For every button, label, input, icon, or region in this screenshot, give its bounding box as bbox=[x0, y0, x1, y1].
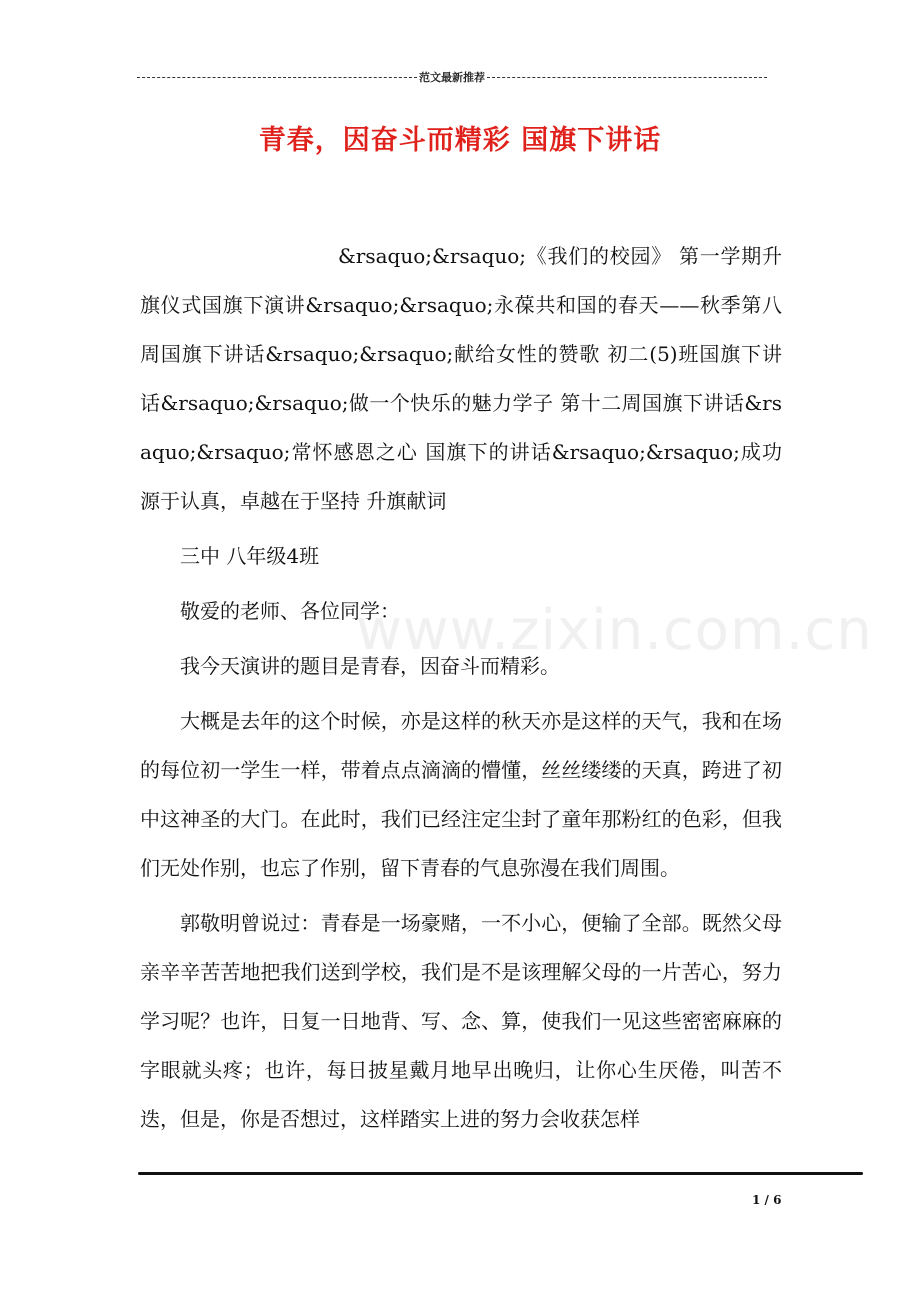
page-header bbox=[137, 68, 767, 86]
header-dash-left bbox=[137, 77, 417, 78]
document-title: 青春，因奋斗而精彩 国旗下讲话 bbox=[258, 125, 662, 156]
header-dash-right bbox=[487, 77, 767, 78]
page-number: 1 / 6 bbox=[752, 1193, 782, 1207]
intro-paragraph: &rsaquo;&rsaquo;《我们的校园》 第一学期升旗仪式国旗下演讲&rsaquo;&rsaquo;永葆共和国的春天——秋季第八周国旗下讲话&rsaquo;&rsaquo;献给女性的赞歌 初二(5)班国旗下讲话&rsaquo;&rsaquo;做一个快乐的魅力学子 第十二周国旗下讲话&rsaquo;&rsaquo;常怀感恩之心 国旗下的讲话&rsaquo;&rsaquo;成功源于认真，卓越在于坚持 升旗献词 bbox=[140, 244, 782, 513]
document-body bbox=[140, 232, 782, 1144]
class-line: 三中 八年级4班 bbox=[180, 544, 320, 568]
salutation: 敬爱的老师、各位同学： bbox=[180, 599, 400, 623]
header-label: 范文最新推荐 bbox=[419, 71, 485, 84]
body-paragraph: 大概是去年的这个时候，亦是这样的秋天亦是这样的天气，我和在场的每位初一学生一样，带着点点滴滴的懵懂，丝丝缕缕的天真，跨进了初中这神圣的大门。在此时，我们已经注定尘封了童年那粉红的色彩，但我们无处作别，也忘了作别，留下青春的气息弥漫在我们周围。 bbox=[140, 709, 782, 880]
footer-rule bbox=[138, 1172, 863, 1175]
body-paragraph: 郭敬明曾说过：青春是一场豪赌，一不小心，便输了全部。既然父母亲辛辛苦苦地把我们送到学校，我们是不是该理解父母的一片苦心，努力学习呢？也许，日复一日地背、写、念、算，使我们一见这些密密麻麻的字眼就头疼；也许，每日披星戴月地早出晚归，让你心生厌倦，叫苦不迭，但是，你是否想过，这样踏实上进的努力会收获怎样 bbox=[140, 911, 782, 1131]
watermark: www.zixin.com.cn bbox=[356, 598, 873, 663]
topic-paragraph: 我今天演讲的题目是青春，因奋斗而精彩。 bbox=[180, 654, 560, 678]
